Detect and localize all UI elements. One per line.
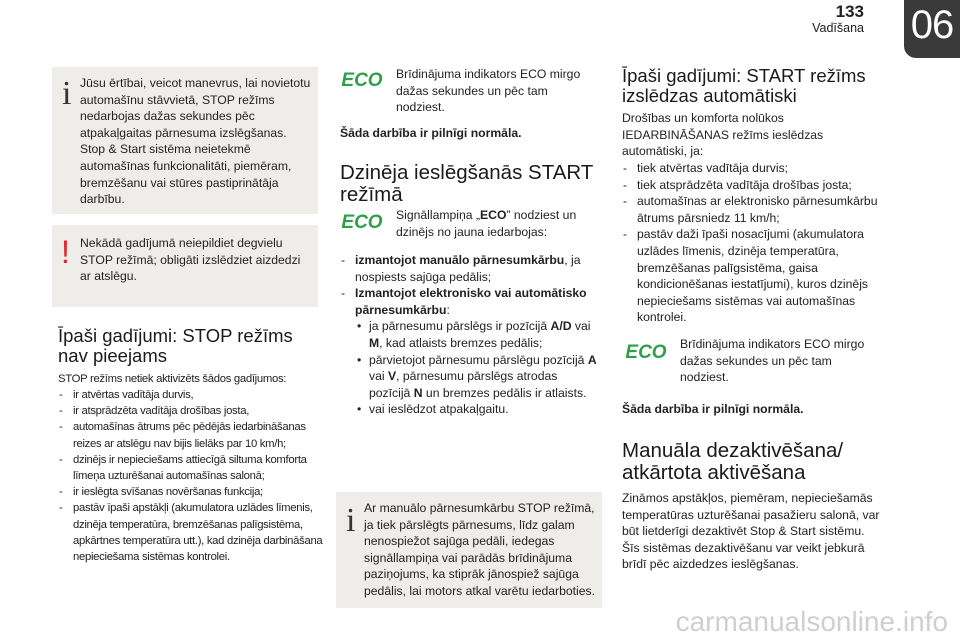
- list-item: - dzinējs ir nepieciešams attiecīgā siltuma komforta līmeņa uzturēšanai automašīnas salonā;: [58, 452, 326, 484]
- intro-stop-unavailable: STOP režīms netiek aktivizēts šādos gadījumos:: [58, 373, 287, 385]
- info-box-maneuver: [52, 67, 318, 214]
- list-item: - Izmantojot elektronisko vai automātisko pārnesumkārbu: • ja pārnesumu pārslēgs ir pozīcijā A/D vai M, kad atlaists bremzes pedālis; • pārvietojot pārnesumu pārslēgu pozīcijā A vai V, pārnesumu pārslēgs atrodas pozīcijā N un bremzes pedālis ir atlaists. • vai ieslēdzot atpakaļgaitu.: [340, 285, 602, 418]
- normal-note-2: Šāda darbība ir pilnīgi normāla.: [622, 402, 804, 416]
- section-name: Vadīšana: [812, 21, 864, 35]
- warning-icon: !: [61, 234, 70, 270]
- list-item: - automašīnas ātrums pēc pēdējās iedarbināšanas reizes ar atslēgu nav bijis lielāks par 10 km/h;: [58, 419, 326, 451]
- list-item: - tiek atvērtas vadītāja durvis;: [622, 160, 884, 177]
- heading-start-mode: Dzinēja ieslēgšanās START režīmā: [340, 161, 593, 206]
- eco-note-text-1: Brīdinājuma indikators ECO mirgo dažas sekundes un pēc tam nodziest.: [396, 67, 581, 115]
- list-item: - pastāv daži īpaši nosacījumi (akumulatora uzlādes līmenis, dzinēja temperatūra, bremzēšanas palīgsistēma, gaisa kondicionēšanas iestatījumi), kuros dzinējs nepieciešams sistēmas vai automašīnas kontrolei.: [622, 226, 884, 326]
- heading-manual-deactivation: Manuāla dezaktivēšana/ atkārtota aktivēšana: [622, 439, 844, 484]
- page-number: 133: [835, 2, 864, 21]
- list-item: • vai ieslēdzot atpakaļgaitu.: [355, 401, 602, 418]
- heading-stop-unavailable: Īpaši gadījumi: STOP režīms nav pieejams: [58, 325, 293, 366]
- list-item: • ja pārnesumu pārslēgs ir pozīcijā A/D vai M, kad atlaists bremzes pedālis;: [355, 318, 602, 351]
- sub-list: [355, 318, 602, 418]
- info-text-maneuver: Jūsu ērtībai, veicot manevrus, lai novietotu automašīnu stāvvietā, STOP režīms nedarbojas dažas sekundes pēc atpakaļgaitas pārnesuma izslēgšanas. Stop & Start sistēma neietekmē automašīnas funkcionalitāti, piemēram, bremzēšanu vai stūres pastiprinātāja darbību.: [80, 76, 311, 207]
- paragraph-manual-deactivation: Zināmos apstākļos, piemēram, nepieciešamās temperatūras uzturēšanai pasažieru salonā, var būt lietderīgi dezaktivēt Stop & Start sistēmu. Šīs sistēmas dezaktivēšanu var veikt jebkurā brīdī pēc aizdedzes ieslēgšanas.: [622, 491, 880, 572]
- chapter-number: 06: [910, 3, 954, 47]
- svg-text:ECO: ECO: [341, 212, 383, 232]
- list-stop-unavailable: [58, 387, 326, 565]
- page-header: [812, 2, 864, 35]
- list-item: - izmantojot manuālo pārnesumkārbu, ja nospiests sajūga pedālis;: [340, 252, 602, 285]
- eco-icon: [622, 340, 670, 362]
- list-start-conditions: [340, 252, 602, 418]
- list-item: • pārvietojot pārnesumu pārslēgu pozīcijā A vai V, pārnesumu pārslēgs atrodas pozīcijā N un bremzes pedālis ir atlaists.: [355, 352, 602, 402]
- eco-note-text-2: Signāllampiņa „ECO” nodziest un dzinējs no jauna iedarbojas:: [396, 208, 577, 239]
- list-item: - pastāv īpaši apstākļi (akumulatora uzlādes līmenis, dzinēja temperatūra, bremzēšanas palīgsistēma, apkārtnes temperatūra utt.), kad dzinēja darbināšana nepieciešama sistēmas kontrolei.: [58, 500, 326, 565]
- list-item: - automašīnas ar elektronisko pārnesumkārbu ātrums pārsniedz 11 km/h;: [622, 193, 884, 226]
- normal-note-1: Šāda darbība ir pilnīgi normāla.: [340, 126, 522, 140]
- chapter-tab: [904, 0, 960, 58]
- info-icon: i: [346, 502, 356, 539]
- info-text-clutch: Ar manuālo pārnesumkārbu STOP režīmā, ja tiek pārslēgts pārnesums, līdz galam nenospiežot sajūga pedāli, iedegas signāllampiņa vai parādās brīdinājuma paziņojums, ka stiprāk jānospiež sajūga pedālis, lai motors atkal varētu iedarboties.: [364, 501, 596, 598]
- warning-text-fuel: Nekādā gadījumā neiepildiet degvielu STOP režīmā; obligāti izslēdziet aizdedzi ar atslēgu.: [80, 236, 301, 284]
- watermark: carmanualsonline.info: [675, 606, 948, 637]
- list-item: - ir atsprādzēta vadītāja drošības josta,: [58, 403, 326, 419]
- list-item: - tiek atsprādzēta vadītāja drošības josta;: [622, 177, 884, 194]
- list-item: - ir atvērtas vadītāja durvis,: [58, 387, 326, 403]
- list-start-auto: [622, 160, 884, 326]
- svg-text:ECO: ECO: [625, 342, 667, 362]
- eco-note-text-3: Brīdinājuma indikators ECO mirgo dažas sekundes un pēc tam nodziest.: [680, 337, 865, 385]
- eco-icon: [338, 68, 386, 90]
- intro-start-auto: Drošības un komforta nolūkos IEDARBINĀŠANAS režīms ieslēdzas automātiski, ja:: [622, 111, 824, 159]
- info-box-clutch: [336, 492, 602, 608]
- info-icon: i: [62, 75, 72, 112]
- warning-box-fuel: [52, 225, 318, 307]
- eco-icon: [338, 210, 386, 232]
- list-item: - ir ieslēgta svīšanas novēršanas funkcija;: [58, 484, 326, 500]
- svg-text:ECO: ECO: [341, 70, 383, 90]
- heading-start-auto: Īpaši gadījumi: START režīms izslēdzas automātiski: [622, 65, 866, 106]
